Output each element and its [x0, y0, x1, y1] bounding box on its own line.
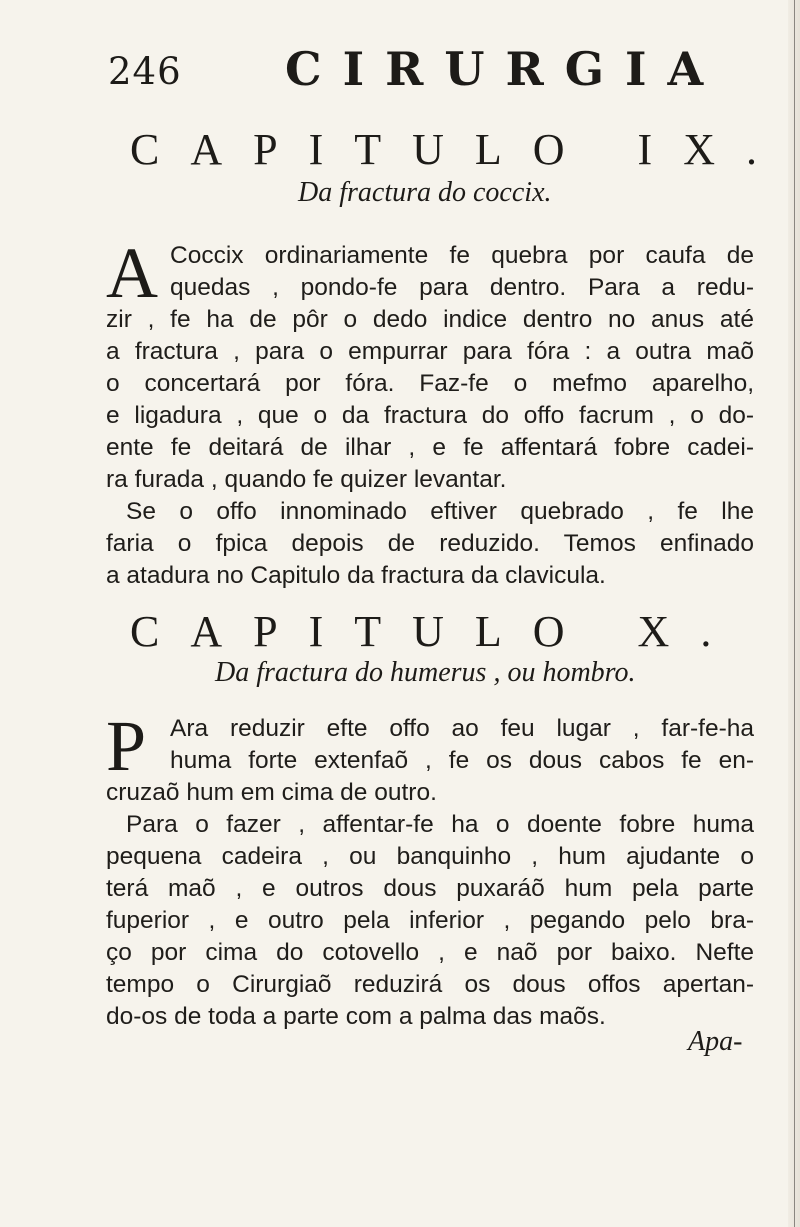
text-line: Coccix ordinariamente fe quebra por caufa de	[170, 242, 754, 269]
text-line: ço por cima do cotovello , e naõ por baixo. Nefte	[106, 939, 754, 966]
text-line: faria o fpica depois de reduzido. Temos enfinado	[106, 530, 754, 557]
chapter-body	[106, 233, 754, 592]
text-line: do-os de toda a parte com a palma das maõs.	[106, 1003, 606, 1030]
text-line: terá maõ , e outros dous puxaráõ hum pela parte	[106, 875, 754, 902]
text-line: Ara reduzir efte offo ao feu lugar , far-fe-ha	[170, 715, 754, 742]
text-line: o concertará por fóra. Faz-fe o mefmo aparelho,	[106, 370, 754, 397]
catchword: Apa-	[688, 1026, 743, 1057]
text-line: tempo o Cirurgiaõ reduzirá os dous offos apertan-	[106, 971, 754, 998]
text-line: e ligadura , que o da fractura do offo facrum , o do-	[106, 402, 754, 429]
chapter-body	[106, 706, 754, 1033]
text-line: a atadura no Capitulo da fractura da clavicula.	[106, 562, 606, 589]
chapter-subtitle: Da fractura do coccix.	[298, 177, 552, 208]
running-title: CIRURGIA	[285, 42, 725, 96]
text-line: pequena cadeira , ou banquinho , hum ajudante o	[106, 843, 754, 870]
text-line: ente fe deitará de ilhar , e fe affentará fobre cadei-	[106, 434, 754, 461]
drop-cap: P	[106, 706, 147, 786]
text-line: zir , fe ha de pôr o dedo indice dentro no anus até	[106, 306, 754, 333]
chapter-heading: CAPITULO X.	[130, 607, 743, 656]
text-line: a fractura , para o empurrar para fóra : a outra maõ	[106, 338, 754, 365]
page-edge-line	[794, 0, 795, 1227]
text-line: cruzaõ hum em cima de outro.	[106, 779, 437, 806]
text-line: ra furada , quando fe quizer levantar.	[106, 466, 507, 493]
text-line: fuperior , e outro pela inferior , pegando pelo bra-	[106, 907, 754, 934]
drop-cap: A	[106, 233, 158, 313]
text-line: Para o fazer , affentar-fe ha o doente fobre huma	[126, 811, 754, 838]
text-line: Se o offo innominado eftiver quebrado , fe lhe	[126, 498, 754, 525]
text-line: huma forte extenfaõ , fe os dous cabos fe en-	[170, 747, 754, 774]
chapter-subtitle: Da fractura do humerus , ou hombro.	[215, 657, 636, 688]
text-line: quedas , pondo-fe para dentro. Para a redu-	[170, 274, 754, 301]
chapter-heading: CAPITULO IX.	[130, 125, 788, 174]
running-head	[0, 42, 800, 102]
page-number: 246	[108, 50, 182, 93]
